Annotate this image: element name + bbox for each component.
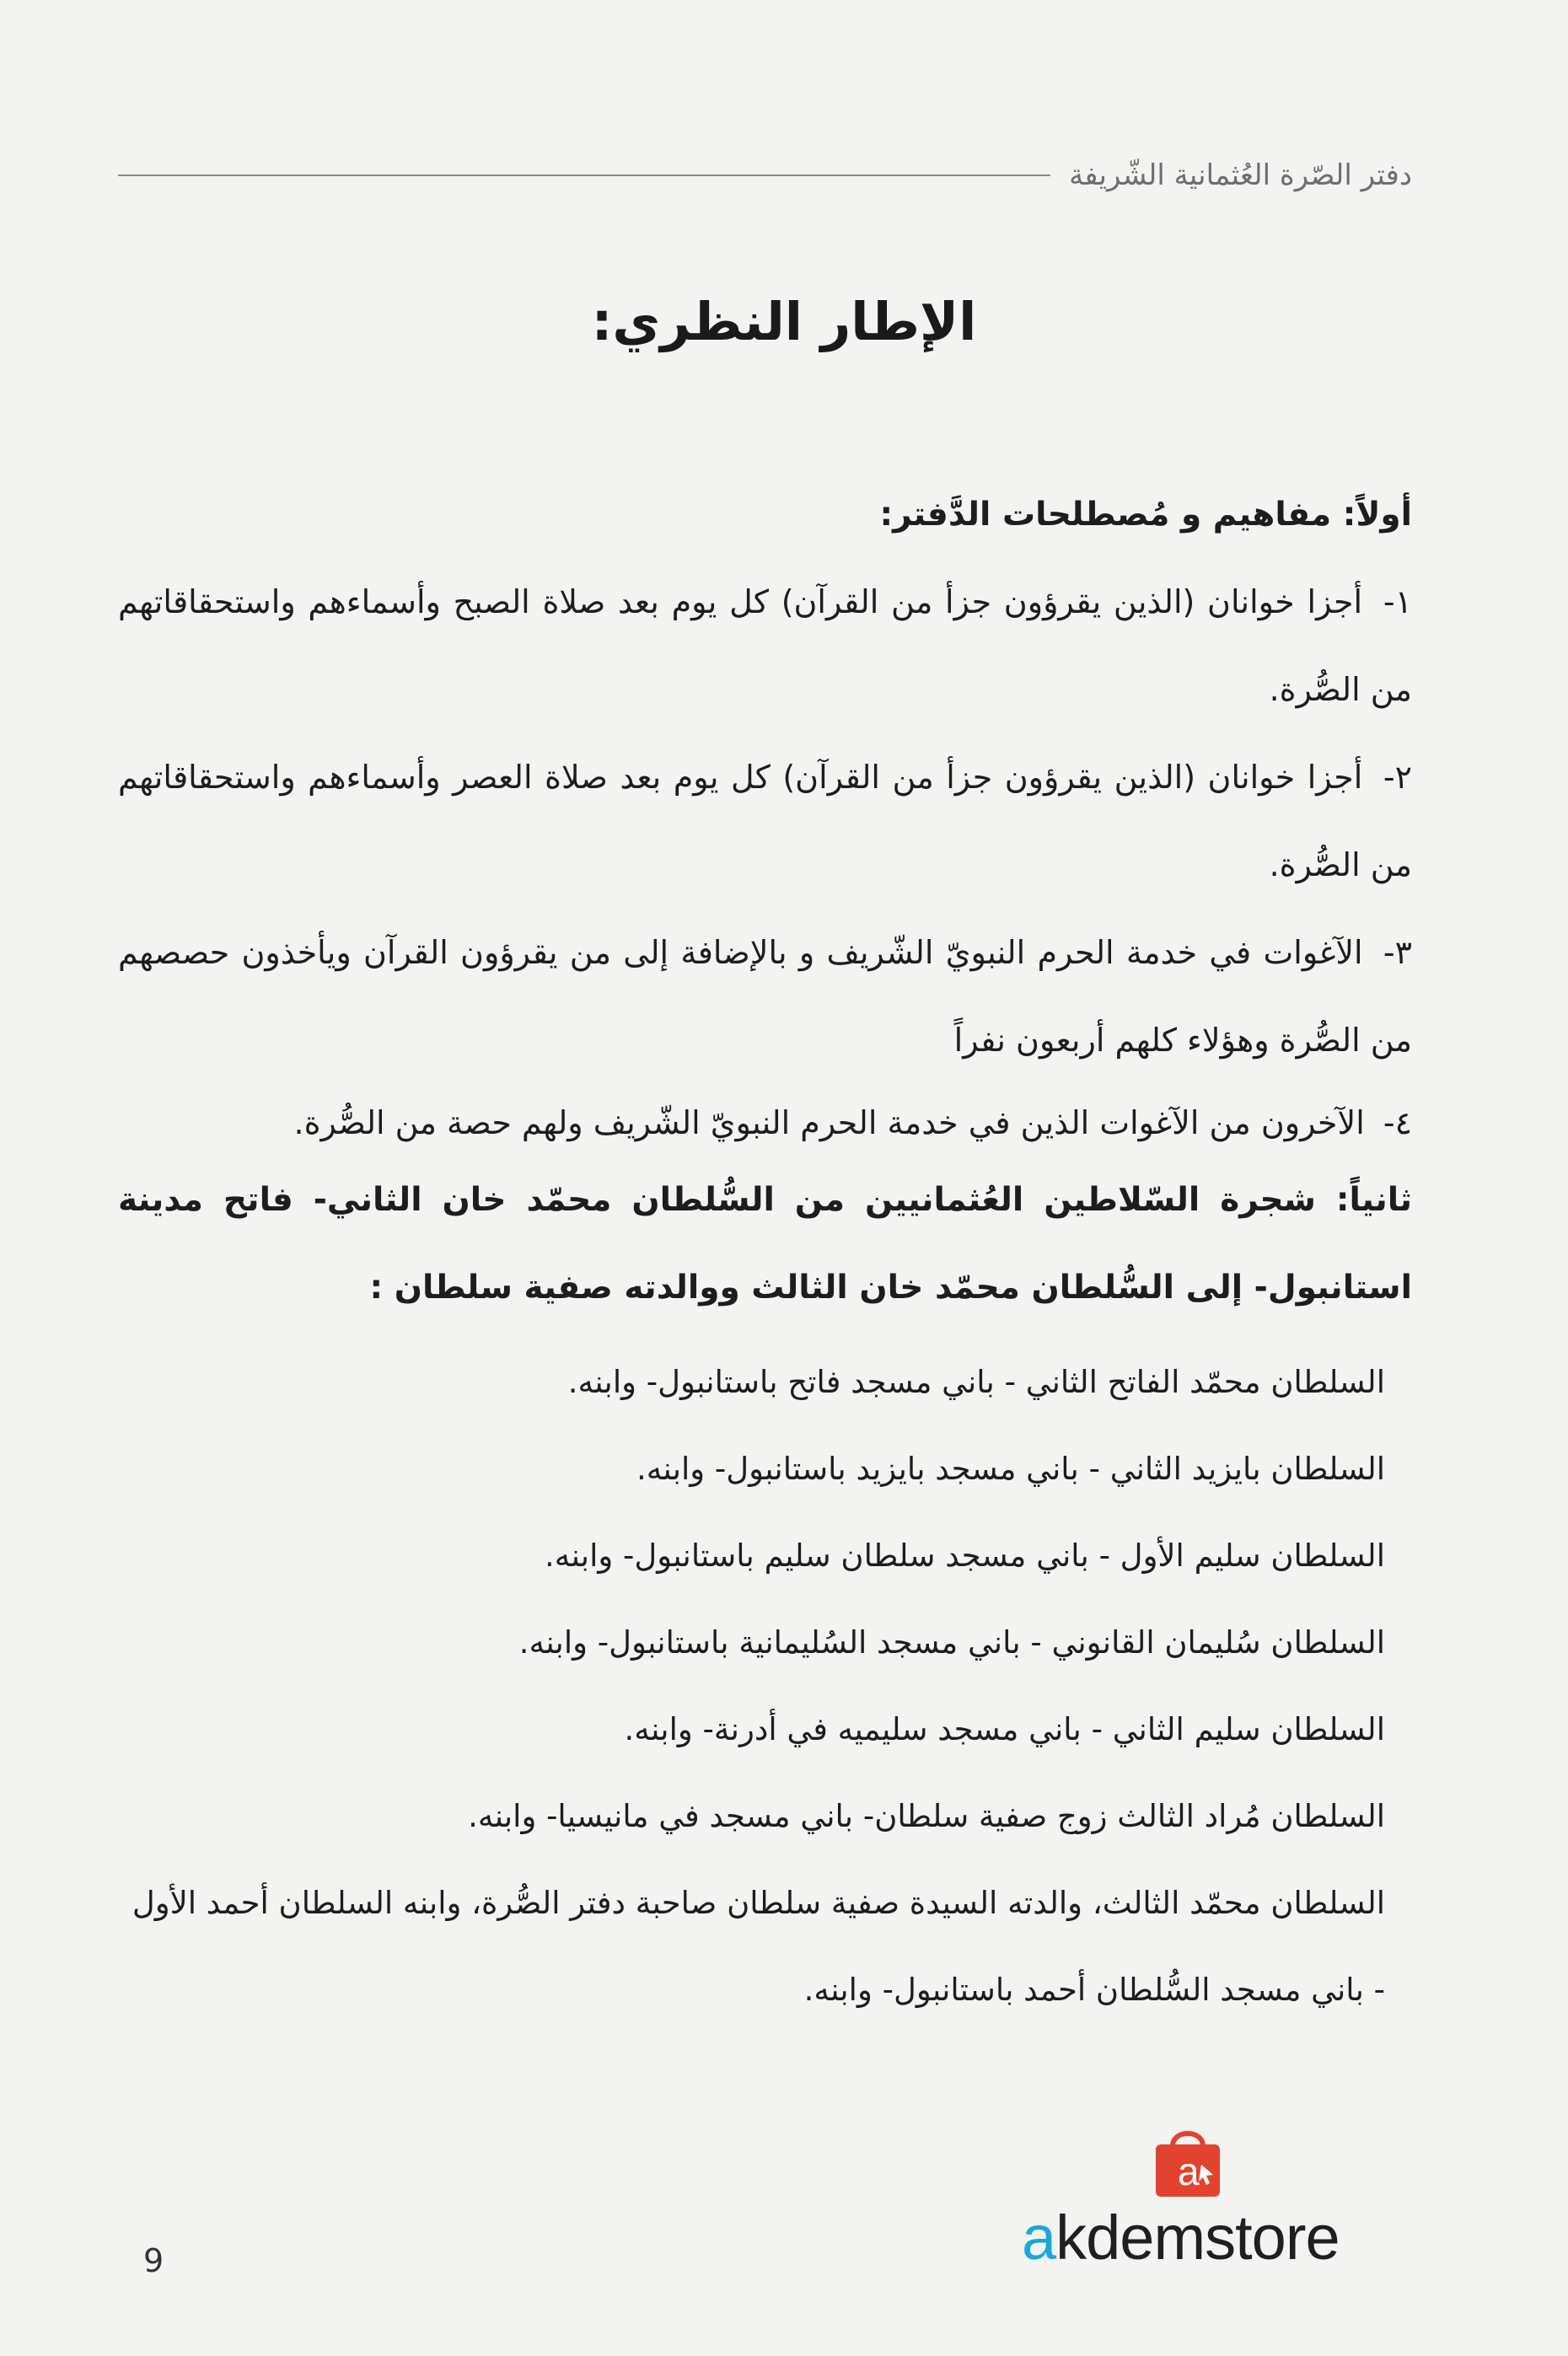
main-heading: الإطار النظري: [591,291,977,352]
item-number: ٢- [1383,759,1412,796]
running-title: دفتر الصّرة العُثمانية الشّريفة [1069,158,1412,192]
sultan-entry: السلطان سليم الأول - باني مسجد سلطان سليم باستانبول- وابنه. [545,1538,1385,1574]
logo-wordmark [1022,2202,1340,2273]
item-number: ٣- [1383,934,1412,971]
sultan-entry: السلطان سليم الثاني - باني مسجد سليميه في أدرنة- وابنه. [624,1711,1385,1747]
list-item [118,1089,1412,1157]
page-content [118,489,1412,2033]
item-number: ١- [1383,583,1412,620]
item-text: الآخرون من الآغوات الذين في خدمة الحرم النبويّ الشّريف ولهم حصة من الصُّرة. [293,1104,1365,1141]
list-item [118,909,1412,1084]
sultan-entry: السلطان بايزيد الثاني - باني مسجد بايزيد باستانبول- وابنه. [636,1451,1385,1487]
page-number: 9 [143,2242,164,2279]
logo-wordmark-a: a [1022,2203,1056,2273]
sultan-entry: السلطان محمّد الثالث، والدته السيدة صفية سلطان صاحبة دفتر الصُّرة، وابنه السلطان أحمد الأول - باني مسجد السُّلطان أحمد باستانبول- وابنه. [132,1885,1385,2008]
item-text: أجزا خوانان (الذين يقرؤون جزأ من القرآن) كل يوم بعد صلاة العصر وأسماءهم واستحقاقاتهم من الصُّرة. [118,759,1412,883]
logo-wordmark-rest: kdemstore [1055,2203,1340,2273]
running-header [118,150,1412,201]
section-one-heading: أولاً: مفاهيم و مُصطلحات الدَّفتر: [879,496,1412,534]
item-text: أجزا خوانان (الذين يقرؤون جزأ من القرآن) كل يوم بعد صلاة الصبح وأسماءهم واستحقاقاتهم من الصُّرة. [118,583,1412,708]
logo-letter: a [1178,2149,1200,2193]
shopping-bag-icon [1152,2124,1223,2198]
item-number: ٤- [1383,1104,1412,1141]
list-item [118,733,1412,909]
sultan-entry: السلطان محمّد الفاتح الثاني - باني مسجد فاتح باستانبول- وابنه. [567,1364,1385,1400]
sultan-entry: السلطان مُراد الثالث زوج صفية سلطان- باني مسجد في مانيسيا- وابنه. [468,1798,1385,1834]
akdemstore-logo [1022,2124,1384,2284]
header-rule [118,174,1050,176]
sultan-entry: السلطان سُليمان القانوني - باني مسجد السُليمانية باستانبول- وابنه. [518,1624,1385,1661]
section-two-heading: ثانياً: شجرة السّلاطين العُثمانيين من السُّلطان محمّد خان الثاني- فاتح مدينة استانبول- إلى السُّلطان محمّد خان الثالث ووالدته صفية سلطان : [118,1181,1412,1307]
item-text: الآغوات في خدمة الحرم النبويّ الشّريف و بالإضافة إلى من يقرؤون القرآن ويأخذون حصصهم من الصُّرة وهؤلاء كلهم أربعون نفراً [118,934,1412,1059]
sultan-list [118,1339,1412,2033]
list-item [118,558,1412,733]
